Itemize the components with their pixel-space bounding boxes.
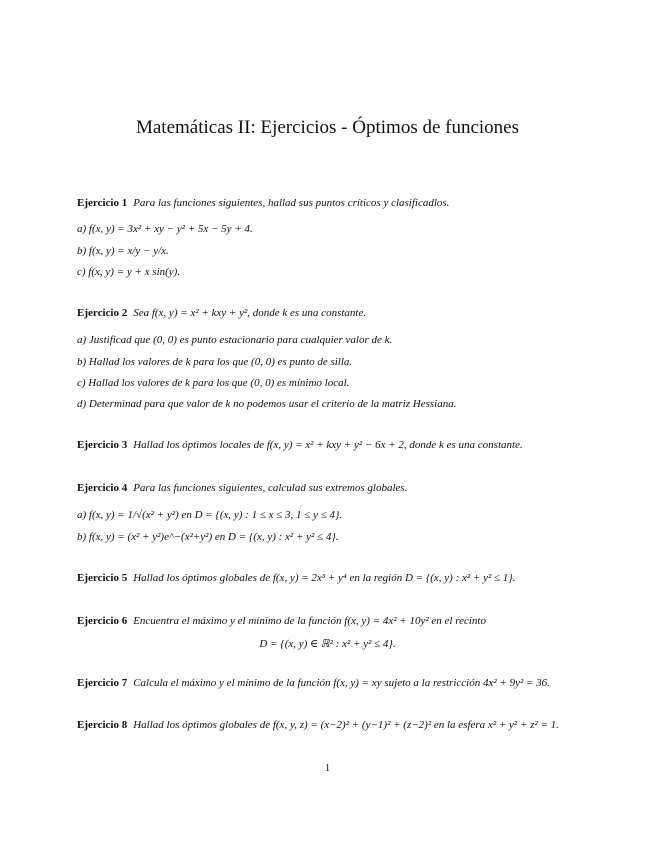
exercise-3-statement: Hallad los óptimos locales de f(x, y) = x² + kxy + y² − 6x + 2, donde k es una constante. [133,439,523,451]
exercise-4-item-b: b) f(x, y) = (x² + y²)e^−(x²+y²) en D = {(x, y) : x² + y² ≤ 4}. [77,531,339,543]
exercise-3-heading: Ejercicio 3 [77,439,128,451]
exercise-7-statement: Calcula el máximo y el mínimo de la función f(x, y) = xy sujeto a la restricción 4x² + 9y² = 36. [133,677,550,689]
exercise-8 [77,719,597,731]
exercise-2-statement: Sea f(x, y) = x² + kxy + y², donde k es una constante. [133,307,367,319]
exercise-4-item-a: a) f(x, y) = 1/√(x² + y²) en D = {(x, y) : 1 ≤ x ≤ 3, 1 ≤ y ≤ 4}. [77,509,343,521]
exercise-1 [77,197,597,209]
exercise-4 [77,482,597,494]
exercise-1-item-c: c) f(x, y) = y + x sin(y). [77,266,181,278]
exercise-4-heading: Ejercicio 4 [77,482,128,494]
exercise-6-heading: Ejercicio 6 [77,615,128,627]
exercise-6-statement: Encuentra el máximo y el mínimo de la función f(x, y) = 4x² + 10y² en el recinto [133,615,486,627]
exercise-7 [77,677,597,689]
exercise-5 [77,572,597,584]
exercise-7-heading: Ejercicio 7 [77,677,128,689]
exercise-2 [77,307,597,319]
exercise-3 [77,439,597,451]
page-title: Matemáticas II: Ejercicios - Óptimos de funciones [135,117,520,138]
exercise-6 [77,615,597,627]
exercise-5-statement: Hallad los óptimos globales de f(x, y) = 2x³ + y⁴ en la región D = {(x, y) : x² + y² ≤ 1}. [133,572,516,584]
exercise-1-heading: Ejercicio 1 [77,197,128,209]
exercise-8-statement: Hallad los óptimos globales de f(x, y, z) = (x−2)² + (y−1)² + (z−2)² en la esfera x² + y² + z² = 1. [133,719,559,731]
exercise-1-item-a: a) f(x, y) = 3x² + xy − y² + 5x − 5y + 4. [77,223,253,235]
exercise-2-item-a: a) Justificad que (0, 0) es punto estacionario para cualquier valor de k. [77,334,393,346]
exercise-2-item-d: d) Determinad para que valor de k no podemos usar el criterio de la matriz Hessiana. [77,398,457,410]
exercise-8-heading: Ejercicio 8 [77,719,128,731]
exercise-2-item-b: b) Hallad los valores de k para los que (0, 0) es punto de silla. [77,356,353,368]
exercise-5-heading: Ejercicio 5 [77,572,128,584]
exercise-1-item-b: b) f(x, y) = x/y − y/x. [77,245,169,257]
exercise-2-item-c: c) Hallad los valores de k para los que (0, 0) es mínimo local. [77,377,350,389]
exercise-4-statement: Para las funciones siguientes, calculad sus extremos globales. [133,482,408,494]
exercise-6-display: D = {(x, y) ∈ ℝ² : x² + y² ≤ 4}. [259,638,396,650]
exercise-1-statement: Para las funciones siguientes, hallad sus puntos críticos y clasificadlos. [133,197,450,209]
exercise-2-heading: Ejercicio 2 [77,307,128,319]
page-number: 1 [324,762,331,774]
